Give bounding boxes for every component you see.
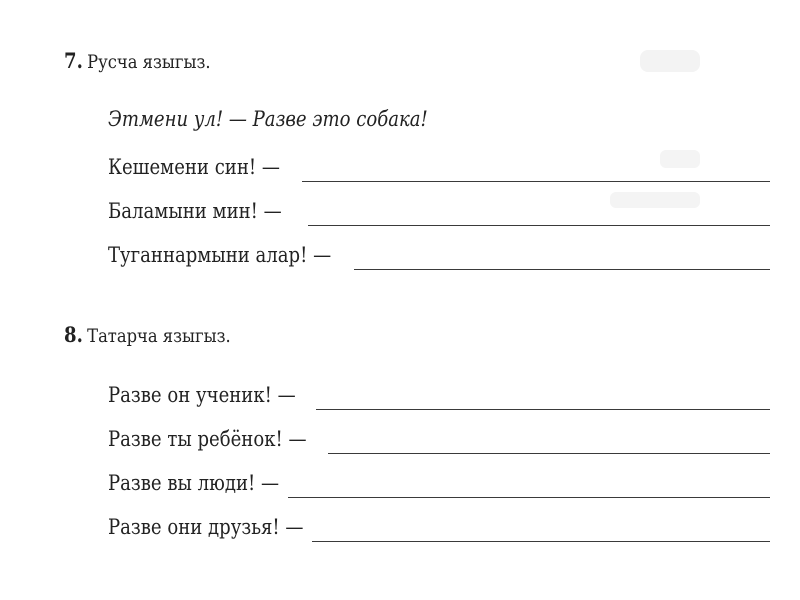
prompt-text: Туганнармыни алар! — (108, 243, 332, 267)
answer-blank[interactable] (312, 541, 770, 542)
exercise-7-item-1 (108, 148, 770, 178)
exercise-number: 7. (64, 48, 83, 73)
exercise-instruction: Русча языгыз. (87, 51, 211, 73)
answer-blank[interactable] (354, 269, 770, 270)
prompt-text: Разве он ученик! — (108, 383, 296, 407)
exercise-8-item-4 (108, 508, 770, 538)
prompt-text: Разве ты ребёнок! — (108, 427, 307, 451)
prompt-text: Разве вы люди! — (108, 471, 280, 495)
answer-blank[interactable] (302, 181, 770, 182)
example-sentence: Этмени ул! — Разве это собака! (108, 107, 428, 131)
exercise-8-item-2 (108, 420, 770, 450)
prompt-text: Разве они друзья! — (108, 515, 304, 539)
exercise-8-item-1 (108, 376, 770, 406)
exercise-number: 8. (64, 322, 83, 347)
answer-blank[interactable] (308, 225, 770, 226)
answer-blank[interactable] (328, 453, 770, 454)
prompt-text: Баламыни мин! — (108, 199, 282, 223)
exercise-instruction: Татарча языгыз. (87, 325, 231, 347)
prompt-text: Кешемени син! — (108, 155, 280, 179)
exercise-8-item-3 (108, 464, 770, 494)
example-row (108, 100, 770, 130)
answer-blank[interactable] (316, 409, 770, 410)
exercise-7-heading (64, 48, 211, 73)
exercise-8-heading (64, 322, 231, 347)
exercise-7-item-2 (108, 192, 770, 222)
exercise-7-item-3 (108, 236, 770, 266)
answer-blank[interactable] (288, 497, 770, 498)
show-through-smudge (640, 50, 700, 72)
